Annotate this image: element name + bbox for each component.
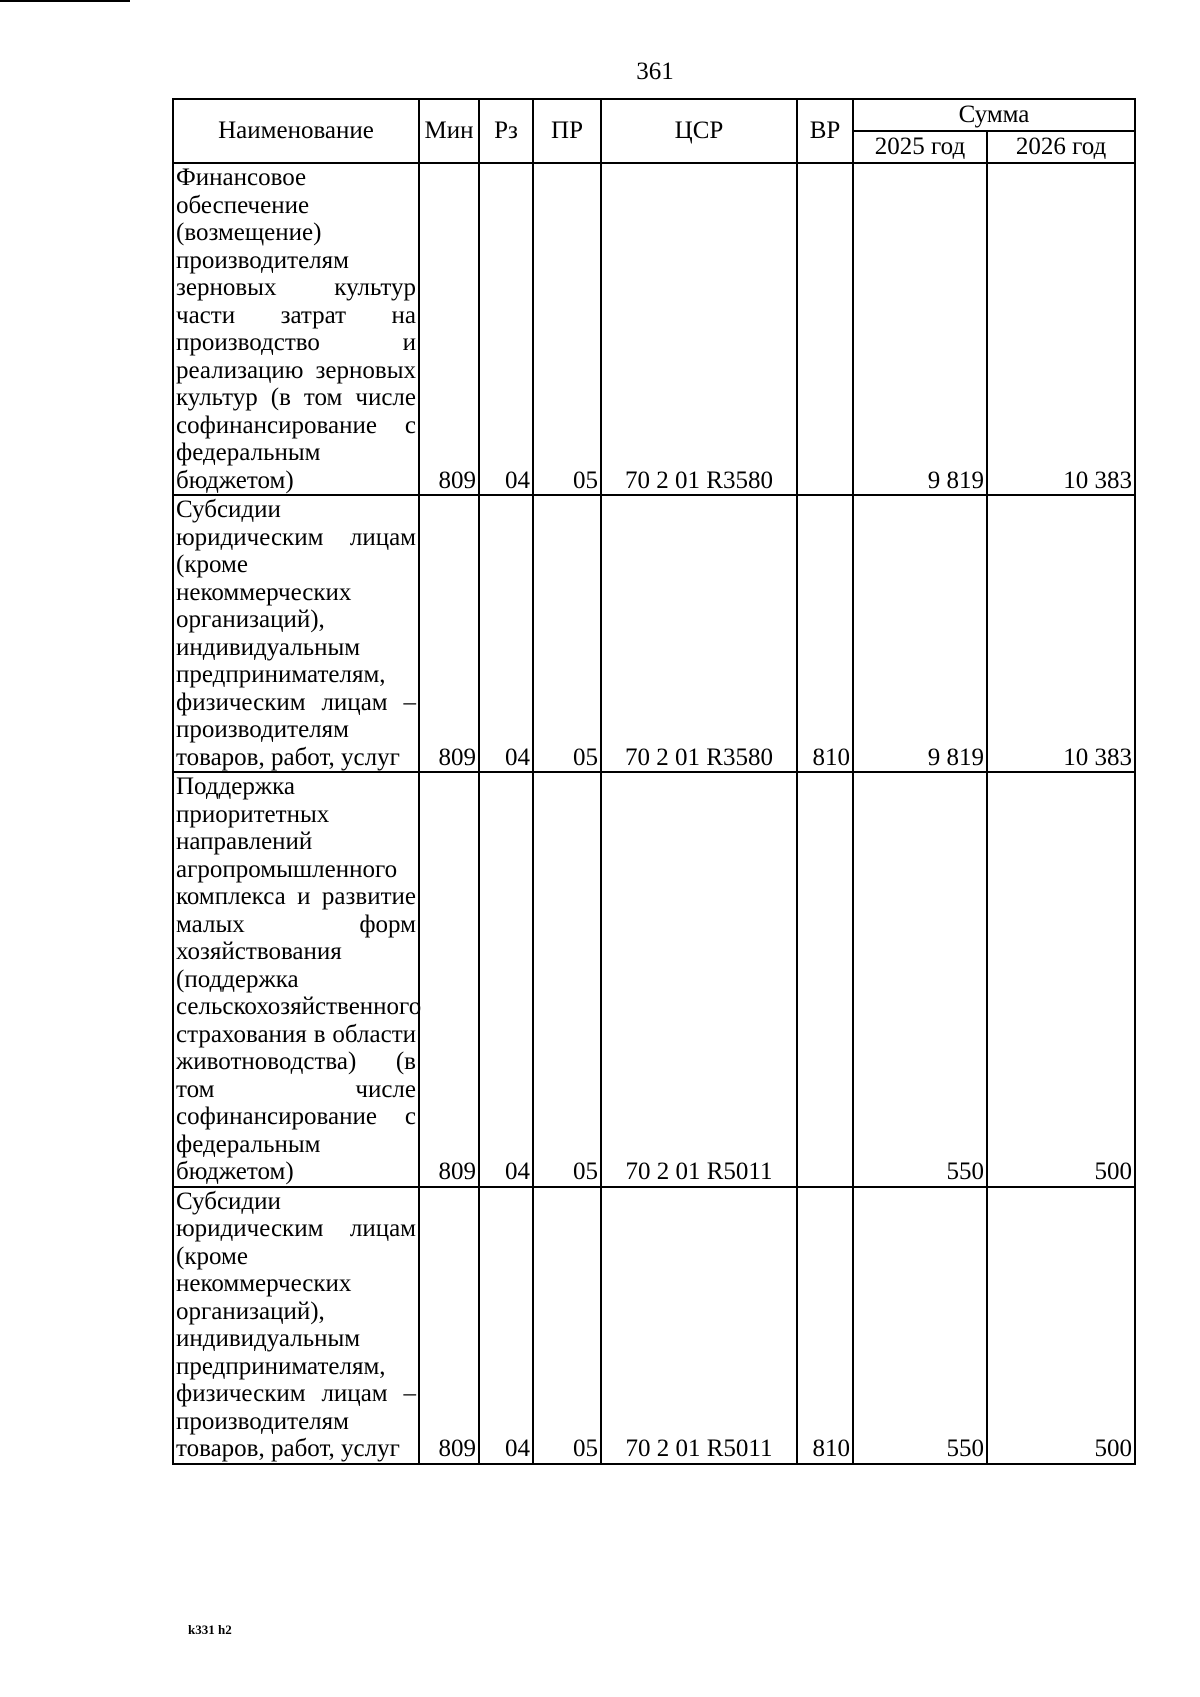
footer-code: k331 h2 [188,1622,232,1637]
row-sum-2026: 500 [987,1187,1135,1464]
page-number: 361 [636,58,674,85]
header-min: Мин [419,99,479,163]
row-name: Финансовое обеспечение (возмещение) производителям зерновых культур части затрат на производство и реализацию зерновых культур (в том числе софинансирование с федеральным бюджетом) [173,163,419,495]
row-csr: 70 2 01 R5011 [601,1187,797,1464]
header-sum: Сумма [853,99,1135,131]
header-csr: ЦСР [601,99,797,163]
row-rz: 04 [479,495,533,772]
row-sum-2026: 10 383 [987,495,1135,772]
row-min: 809 [419,1187,479,1464]
row-vr: 810 [797,1187,853,1464]
header-row [173,99,1135,131]
row-sum-2025: 9 819 [853,163,987,495]
header-rz: Рз [479,99,533,163]
table-row [173,495,1135,772]
table-row [173,1187,1135,1464]
table-row [173,163,1135,495]
header-pr: ПР [533,99,601,163]
row-pr: 05 [533,1187,601,1464]
row-vr [797,163,853,495]
header-name: Наименование [173,99,419,163]
row-csr: 70 2 01 R3580 [601,495,797,772]
row-pr: 05 [533,495,601,772]
row-name: Субсидии юридическим лицам (кроме некоммерческих организаций), индивидуальным предпринимателям, физическим лицам – производителям товаров, работ, услуг [173,495,419,772]
row-name: Субсидии юридическим лицам (кроме некоммерческих организаций), индивидуальным предпринимателям, физическим лицам – производителям товаров, работ, услуг [173,1187,419,1464]
row-csr: 70 2 01 R3580 [601,163,797,495]
row-csr: 70 2 01 R5011 [601,772,797,1187]
row-name: Поддержка приоритетных направлений агропромышленного комплекса и развитие малых форм хозяйствования (поддержка сельскохозяйственного страхования в области животноводства) (в том числе софинансирование с федеральным бюджетом) [173,772,419,1187]
row-rz: 04 [479,1187,533,1464]
header-vr: ВР [797,99,853,163]
row-pr: 05 [533,163,601,495]
row-min: 809 [419,495,479,772]
row-rz: 04 [479,772,533,1187]
scan-edge-mark [0,0,130,2]
row-pr: 05 [533,772,601,1187]
header-year-2025: 2025 год [853,131,987,163]
row-min: 809 [419,772,479,1187]
budget-table [172,98,1136,1465]
row-sum-2026: 10 383 [987,163,1135,495]
row-sum-2025: 550 [853,1187,987,1464]
table-row [173,772,1135,1187]
row-vr [797,772,853,1187]
row-vr: 810 [797,495,853,772]
row-min: 809 [419,163,479,495]
row-sum-2026: 500 [987,772,1135,1187]
row-sum-2025: 9 819 [853,495,987,772]
row-rz: 04 [479,163,533,495]
header-year-2026: 2026 год [987,131,1135,163]
row-sum-2025: 550 [853,772,987,1187]
